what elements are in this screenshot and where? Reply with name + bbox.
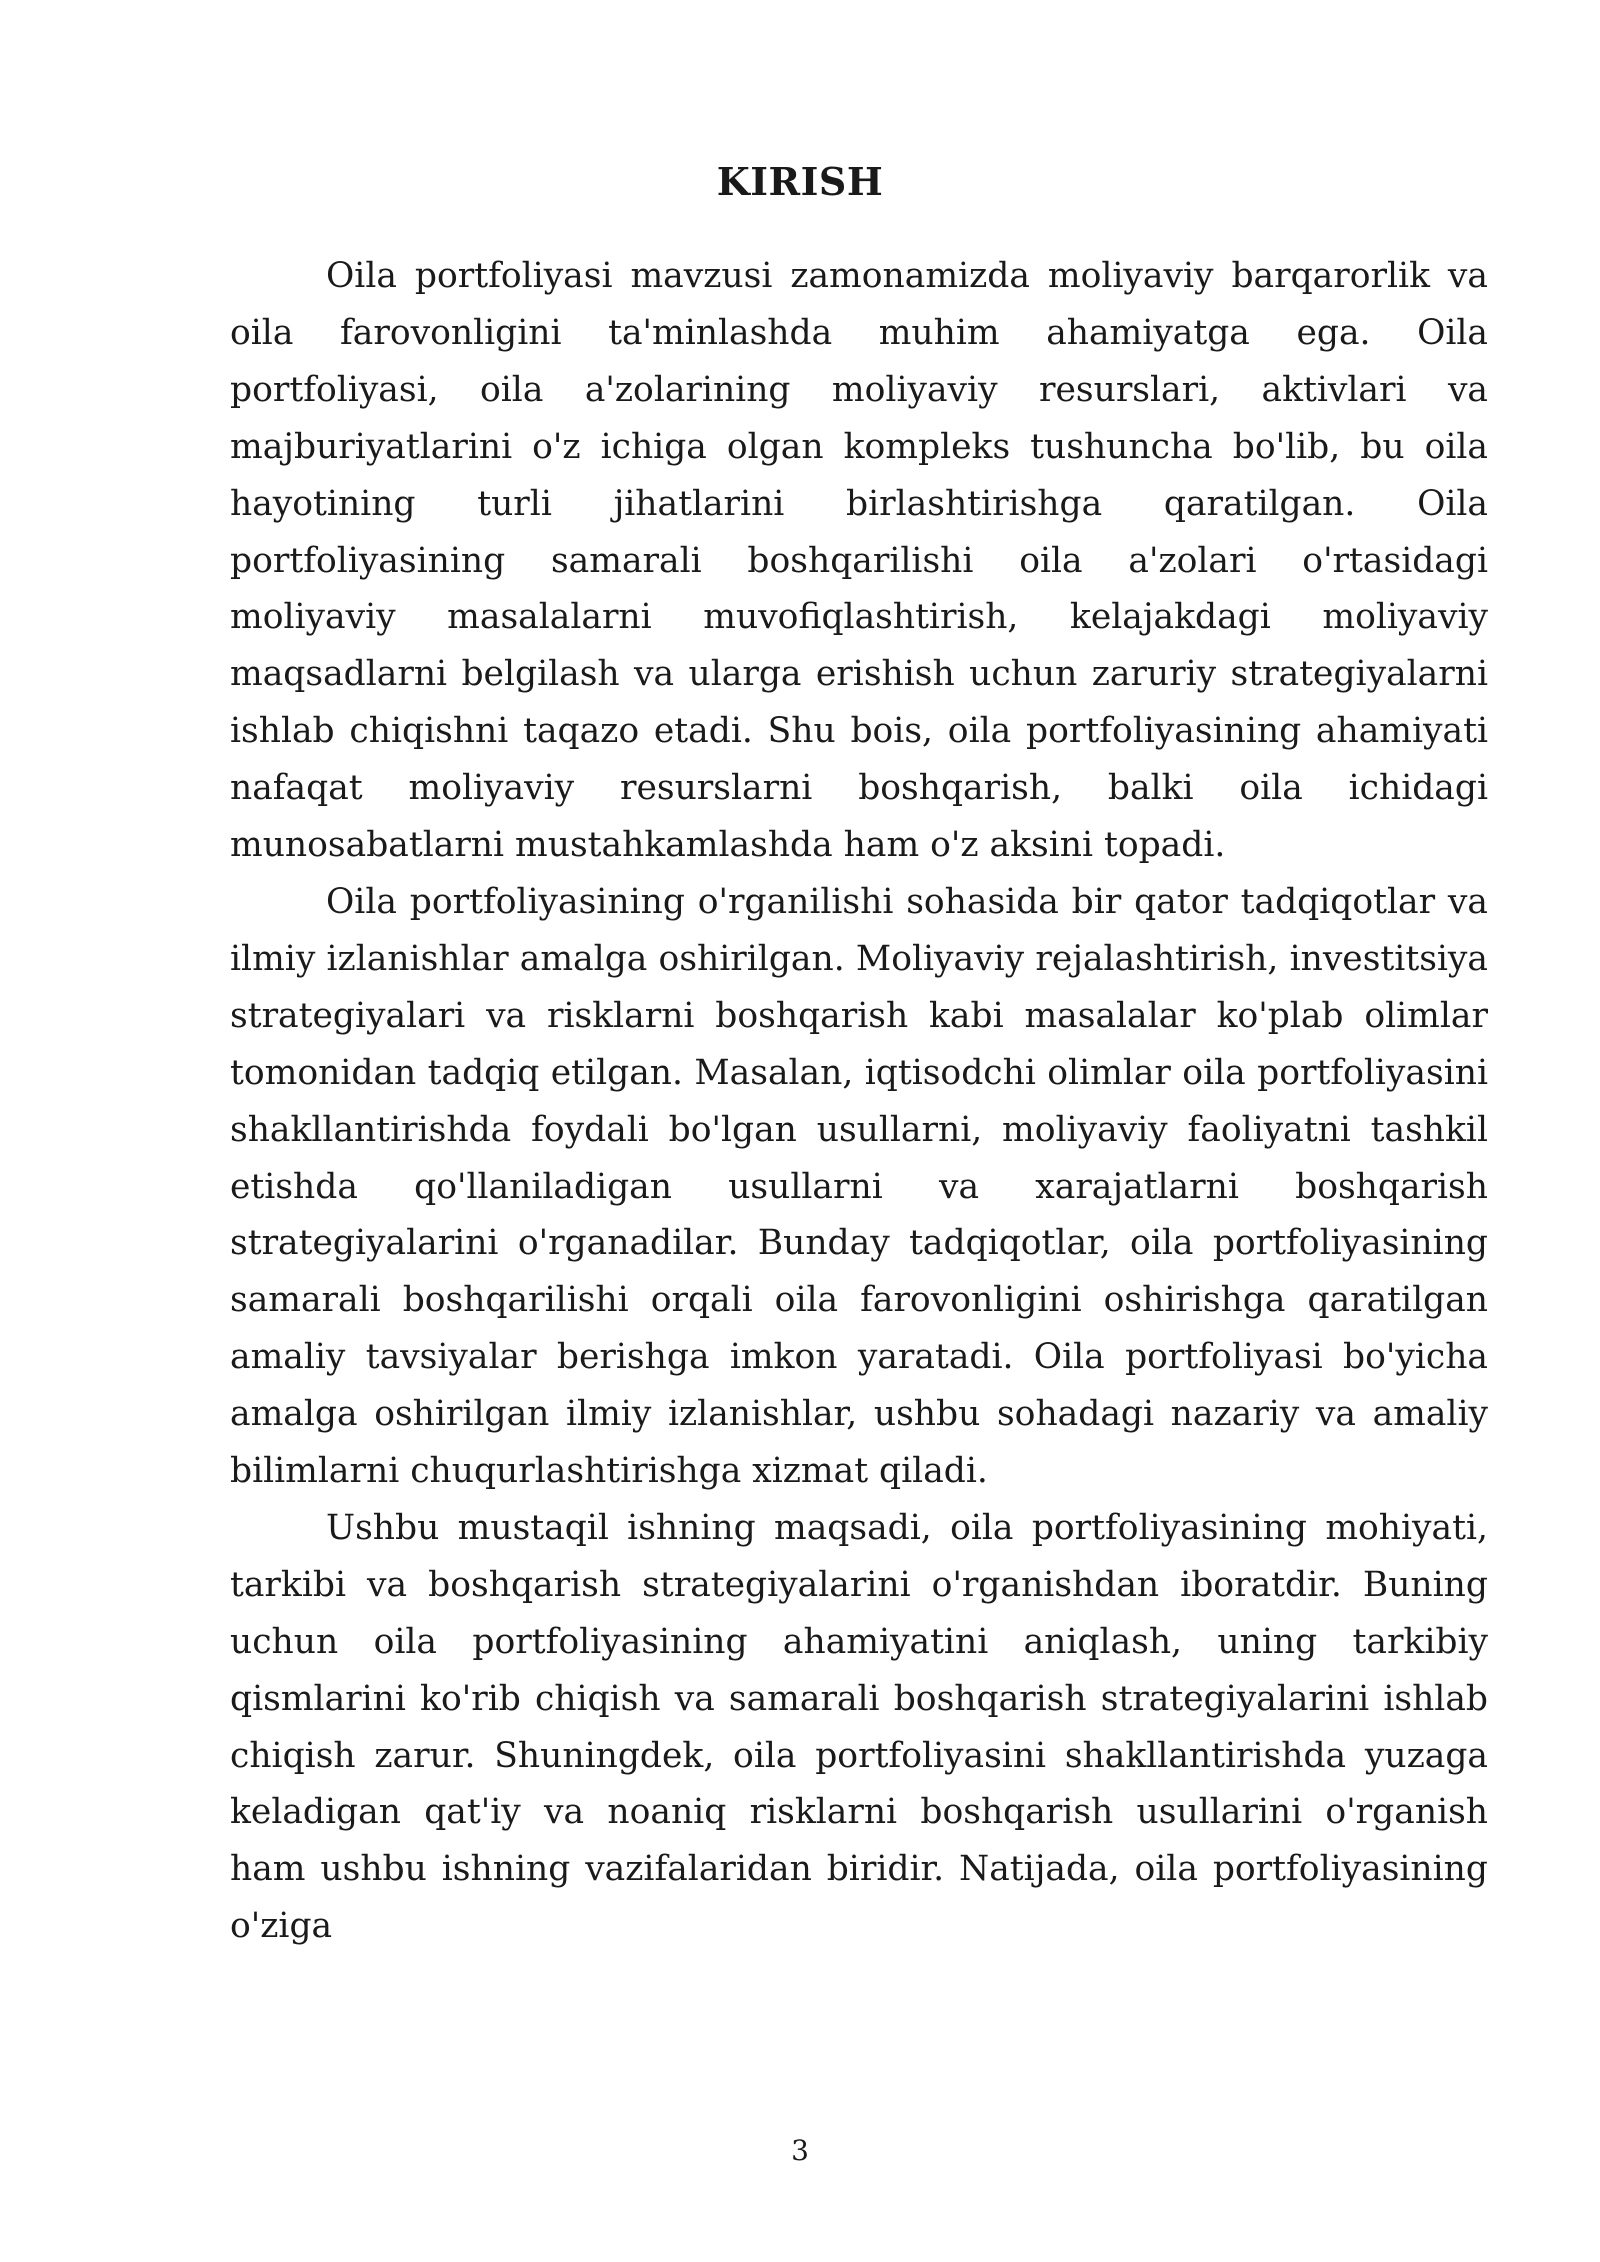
paragraph-1: Oila portfoliyasi mavzusi zamonamizda moliyaviy barqarorlik va oila farovonligini ta'minlashda muhim ahamiyatga ega. Oila portfoliyasi, oila a'zolarining moliyaviy resurslari, aktivlari va majburiyatlarini o'z ichiga olgan kompleks tushuncha bo'lib, bu oila hayotining turli jihatlarini birlashtirishga qaratilgan. Oila portfoliyasining samarali boshqarilishi oila a'zolari o'rtasidagi moliyaviy masalalarni muvofiqlashtirish, kelajakdagi moliyaviy maqsadlarni belgilash va ularga erishish uchun zaruriy strategiyalarni ishlab chiqishni taqazo etadi. Shu bois, oila portfoliyasining ahamiyati nafaqat moliyaviy resurslarni boshqarish, balki oila ichidagi munosabatlarni mustahkamlashda ham o'z aksini topadi. [230, 256, 1488, 866]
paragraph-2: Oila portfoliyasining o'rganilishi sohasida bir qator tadqiqotlar va ilmiy izlanishlar amalga oshirilgan. Moliyaviy rejalashtirish, investitsiya strategiyalari va risklarni boshqarish kabi masalalar ko'plab olimlar tomonidan tadqiq etilgan. Masalan, iqtisodchi olimlar oila portfoliyasini shakllantirishda foydali bo'lgan usullarni, moliyaviy faoliyatni tashkil etishda qo'llaniladigan usullarni va xarajatlarni boshqarish strategiyalarini o'rganadilar. Bunday tadqiqotlar, oila portfoliyasining samarali boshqarilishi orqali oila farovonligini oshirishga qaratilgan amaliy tavsiyalar berishga imkon yaratadi. Oila portfoliyasi bo'yicha amalga oshirilgan ilmiy izlanishlar, ushbu sohadagi nazariy va amaliy bilimlarni chuqurlashtirishga xizmat qiladi. [230, 881, 1488, 1492]
section-title: KIRISH [716, 159, 884, 204]
body-text [230, 248, 1488, 1955]
page-number: 3 [791, 2134, 809, 2167]
paragraph-3: Ushbu mustaqil ishning maqsadi, oila portfoliyasining mohiyati, tarkibi va boshqarish strategiyalarini o'rganishdan iboratdir. Buning uchun oila portfoliyasining ahamiyatini aniqlash, uning tarkibiy qismlarini ko'rib chiqish va samarali boshqarish strategiyalarini ishlab chiqish zarur. Shuningdek, oila portfoliyasini shakllantirishda yuzaga keladigan qat'iy va noaniq risklarni boshqarish usullarini o'rganish ham ushbu ishning vazifalaridan biridir. Natijada, oila portfoliyasining o'ziga [230, 1507, 1488, 1947]
